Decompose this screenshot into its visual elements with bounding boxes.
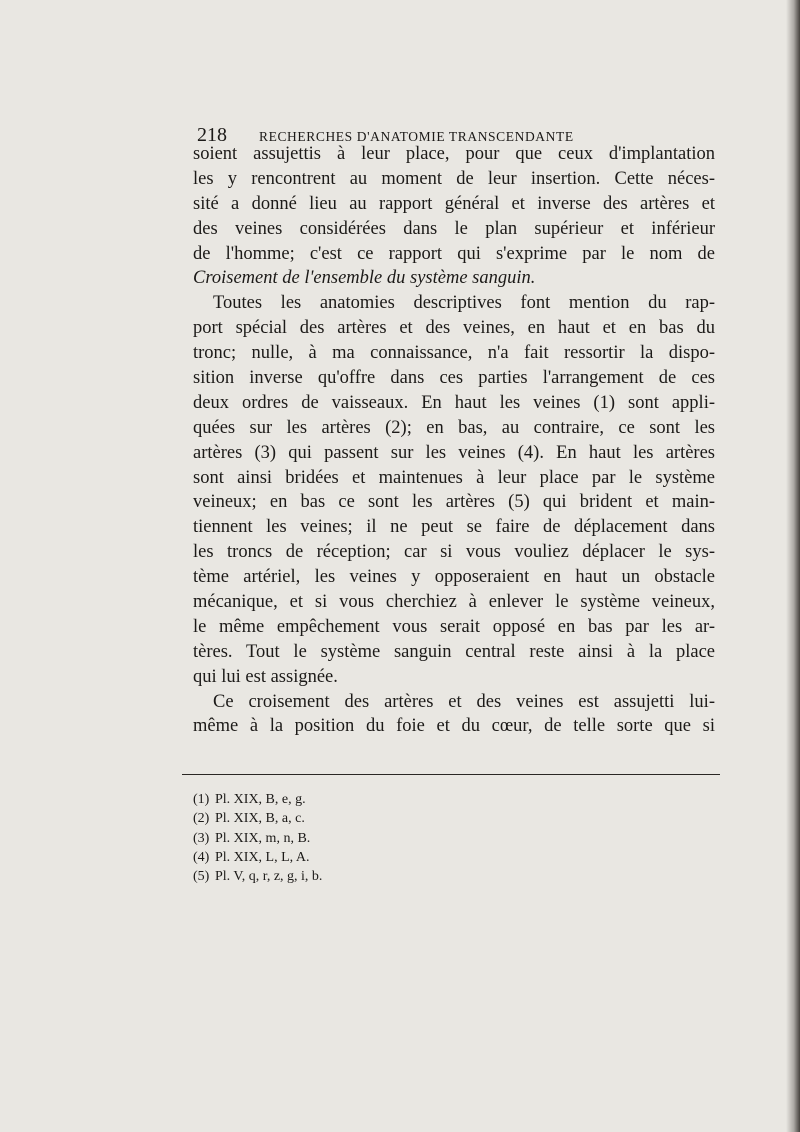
text-line: veineux; en bas ce sont les artères (5) qui brident et main- — [193, 492, 715, 513]
running-title: RECHERCHES D'ANATOMIE TRANSCENDANTE — [259, 129, 574, 144]
text-line: port spécial des artères et des veines, en haut et en bas du — [193, 318, 715, 339]
footnote — [193, 790, 493, 809]
text-line: quées sur les artères (2); en bas, au contraire, ce sont les — [193, 417, 715, 438]
footnote-number: (3) — [193, 830, 210, 846]
footnote-number: (5) — [193, 869, 210, 885]
footnote-text: Pl. XIX, m, n, B. — [215, 830, 311, 846]
footnote-rule — [182, 774, 720, 775]
text-line: tiennent les veines; il ne peut se faire de déplacement dans — [193, 517, 715, 538]
text-line: des veines considérées dans le plan supérieur et inférieur — [193, 218, 715, 239]
text-line: soient assujettis à leur place, pour que ceux d'implantation — [193, 144, 715, 164]
text-line: mécanique, et si vous cherchiez à enlever le système veineux, — [193, 592, 715, 613]
footnote-text: Pl. XIX, B, e, g. — [215, 792, 306, 807]
page-edge-shadow — [786, 0, 800, 1132]
footnote-number: (2) — [193, 811, 210, 827]
text-line: les y rencontrent au moment de leur insertion. Cette néces- — [193, 168, 715, 189]
text-line-italic-term: Croisement de l'ensemble du système sanguin. — [193, 268, 536, 289]
text-line: le même empêchement vous serait opposé en bas par les ar- — [193, 616, 715, 637]
footnote — [193, 809, 493, 828]
text-line: même à la position du foie et du cœur, de telle sorte que si — [193, 716, 715, 737]
text-line: sition inverse qu'offre dans ces parties l'arrangement de ces — [193, 368, 715, 389]
footnote-text: Pl. V, q, r, z, g, i, b. — [215, 869, 323, 885]
footnote-number: (1) — [193, 792, 210, 807]
text-line: les troncs de réception; car si vous vouliez déplacer le sys- — [193, 542, 715, 563]
text-line: Ce croisement des artères et des veines est assujetti lui- — [213, 691, 715, 712]
page-number: 218 — [197, 124, 227, 146]
text-line: Toutes les anatomies descriptives font mention du rap- — [213, 293, 715, 314]
text-line: sité a donné lieu au rapport général et inverse des artères et — [193, 193, 715, 214]
footnote-text: Pl. XIX, B, a, c. — [215, 811, 305, 827]
footnote — [193, 829, 493, 848]
text-line: tronc; nulle, à ma connaissance, n'a fait ressortir la dispo- — [193, 343, 715, 364]
text-line: sont ainsi bridées et maintenues à leur place par le système — [193, 467, 715, 488]
text-line: tères. Tout le système sanguin central reste ainsi à la place — [193, 641, 715, 662]
text-line: deux ordres de vaisseaux. En haut les veines (1) sont appli- — [193, 392, 715, 413]
footnote-number: (4) — [193, 849, 210, 865]
footnotes — [193, 790, 493, 886]
text-line: artères (3) qui passent sur les veines (4). En haut les artères — [193, 442, 715, 463]
footnote — [193, 867, 493, 886]
body-text — [193, 142, 715, 739]
text-line: qui lui est assignée. — [193, 666, 338, 687]
footnote-text: Pl. XIX, L, L, A. — [215, 849, 310, 865]
text-line: de l'homme; c'est ce rapport qui s'exprime par le nom de — [193, 243, 715, 264]
text-line: tème artériel, les veines y opposeraient en haut un obstacle — [193, 567, 715, 588]
footnote — [193, 848, 493, 867]
